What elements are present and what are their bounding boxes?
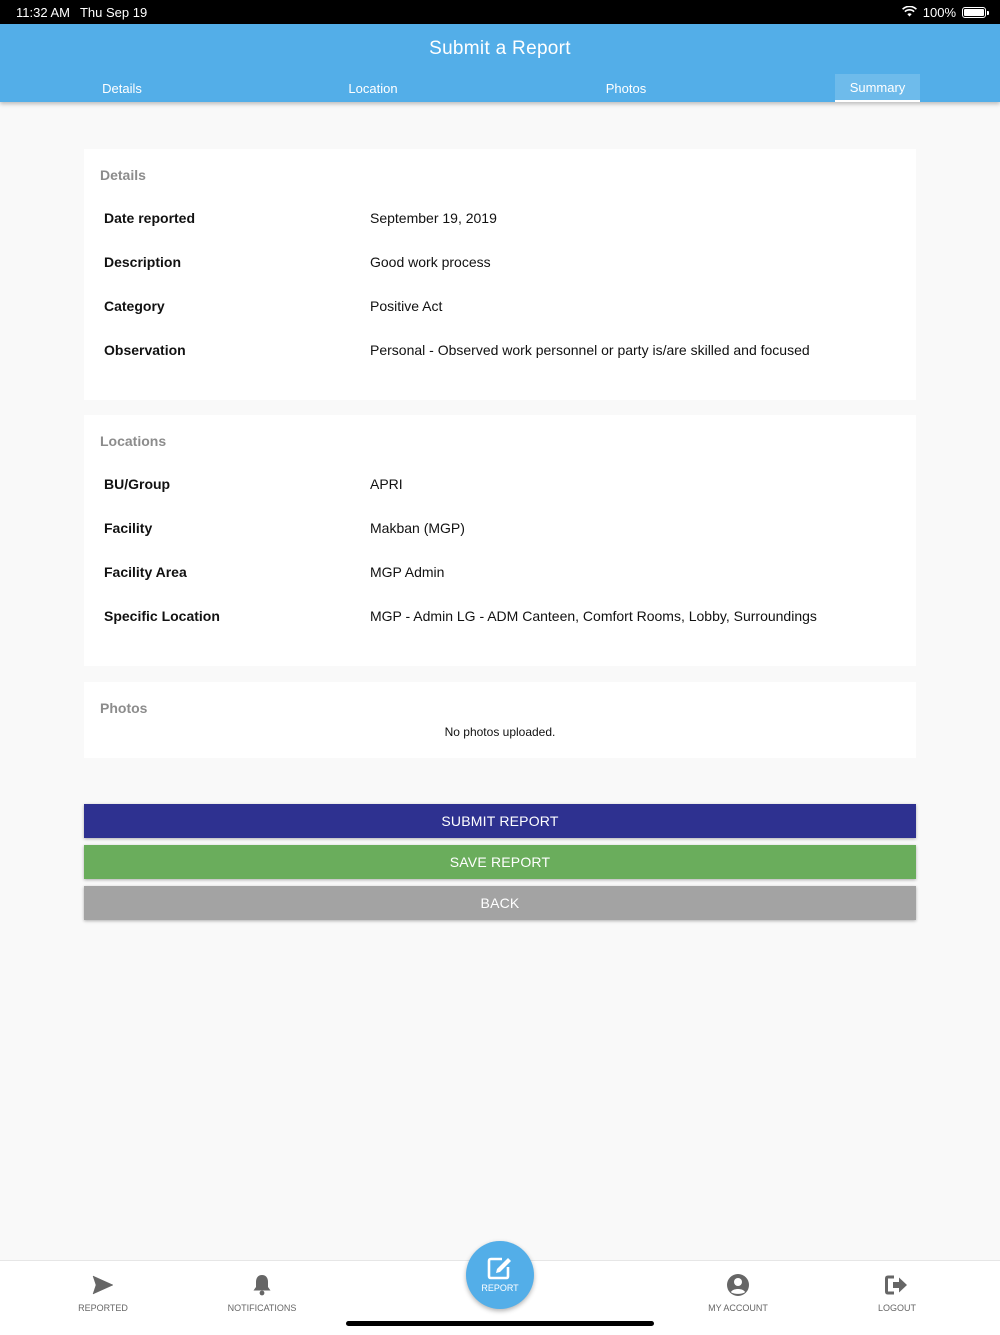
detail-row: [104, 298, 896, 318]
location-row: [104, 520, 896, 540]
details-section-title: Details: [100, 167, 146, 183]
tab-summary[interactable]: Summary: [835, 74, 920, 102]
location-row: [104, 608, 896, 628]
detail-row: [104, 254, 896, 274]
details-card: [84, 149, 916, 400]
save-report-button[interactable]: SAVE REPORT: [84, 845, 916, 879]
status-bar: [0, 0, 1000, 24]
location-row: [104, 476, 896, 496]
battery-icon: [962, 7, 986, 18]
detail-row: [104, 342, 896, 362]
detail-label: Date reported: [104, 210, 196, 226]
detail-label: Category: [104, 298, 165, 314]
location-value: MGP Admin: [370, 564, 445, 580]
battery-percent: 100%: [922, 4, 956, 20]
back-button[interactable]: BACK: [84, 886, 916, 920]
location-value: APRI: [370, 476, 403, 492]
detail-value: Personal - Observed work personnel or party is/are skilled and focused: [370, 342, 810, 358]
locations-card: [84, 415, 916, 666]
report-fab-label: REPORT: [481, 1283, 519, 1293]
nav-notifications-label: NOTIFICATIONS: [227, 1303, 297, 1313]
nav-my-account[interactable]: [678, 1273, 798, 1313]
photos-section-title: Photos: [100, 700, 148, 716]
send-icon: [92, 1275, 114, 1295]
account-icon: [726, 1273, 750, 1297]
status-date: Thu Sep 19: [79, 4, 148, 20]
location-value: MGP - Admin LG - ADM Canteen, Comfort Rooms, Lobby, Surroundings: [370, 608, 817, 624]
location-label: BU/Group: [104, 476, 171, 492]
location-label: Facility: [104, 520, 153, 536]
status-time: 11:32 AM: [16, 4, 70, 20]
tab-photos[interactable]: Photos: [605, 80, 647, 96]
location-row: [104, 564, 896, 584]
page-title: Submit a Report: [429, 38, 571, 59]
nav-logout[interactable]: [837, 1273, 957, 1313]
detail-value: Good work process: [370, 254, 491, 270]
tab-bar: [0, 74, 1000, 102]
locations-section-title: Locations: [100, 433, 167, 449]
location-value: Makban (MGP): [370, 520, 465, 536]
submit-report-button[interactable]: SUBMIT REPORT: [84, 804, 916, 838]
bell-icon: [252, 1274, 272, 1296]
detail-value: September 19, 2019: [370, 210, 497, 226]
nav-reported-label: REPORTED: [78, 1303, 128, 1313]
tab-details[interactable]: Details: [102, 80, 142, 96]
location-label: Facility Area: [104, 564, 187, 580]
detail-label: Observation: [104, 342, 186, 358]
logout-icon: [885, 1274, 909, 1296]
edit-icon: [486, 1255, 514, 1281]
location-label: Specific Location: [104, 608, 220, 624]
detail-row: [104, 210, 896, 230]
photos-card: [84, 682, 916, 758]
no-photos-message: No photos uploaded.: [444, 725, 556, 739]
nav-reported[interactable]: [43, 1273, 163, 1313]
report-fab-button[interactable]: [466, 1241, 534, 1309]
home-indicator: [346, 1321, 654, 1326]
tab-location[interactable]: Location: [348, 80, 398, 96]
nav-my-account-label: MY ACCOUNT: [708, 1303, 768, 1313]
nav-notifications[interactable]: [202, 1273, 322, 1313]
detail-label: Description: [104, 254, 182, 270]
app-header: [0, 24, 1000, 102]
nav-logout-label: LOGOUT: [877, 1303, 916, 1313]
wifi-icon: [902, 5, 917, 20]
detail-value: Positive Act: [370, 298, 443, 314]
